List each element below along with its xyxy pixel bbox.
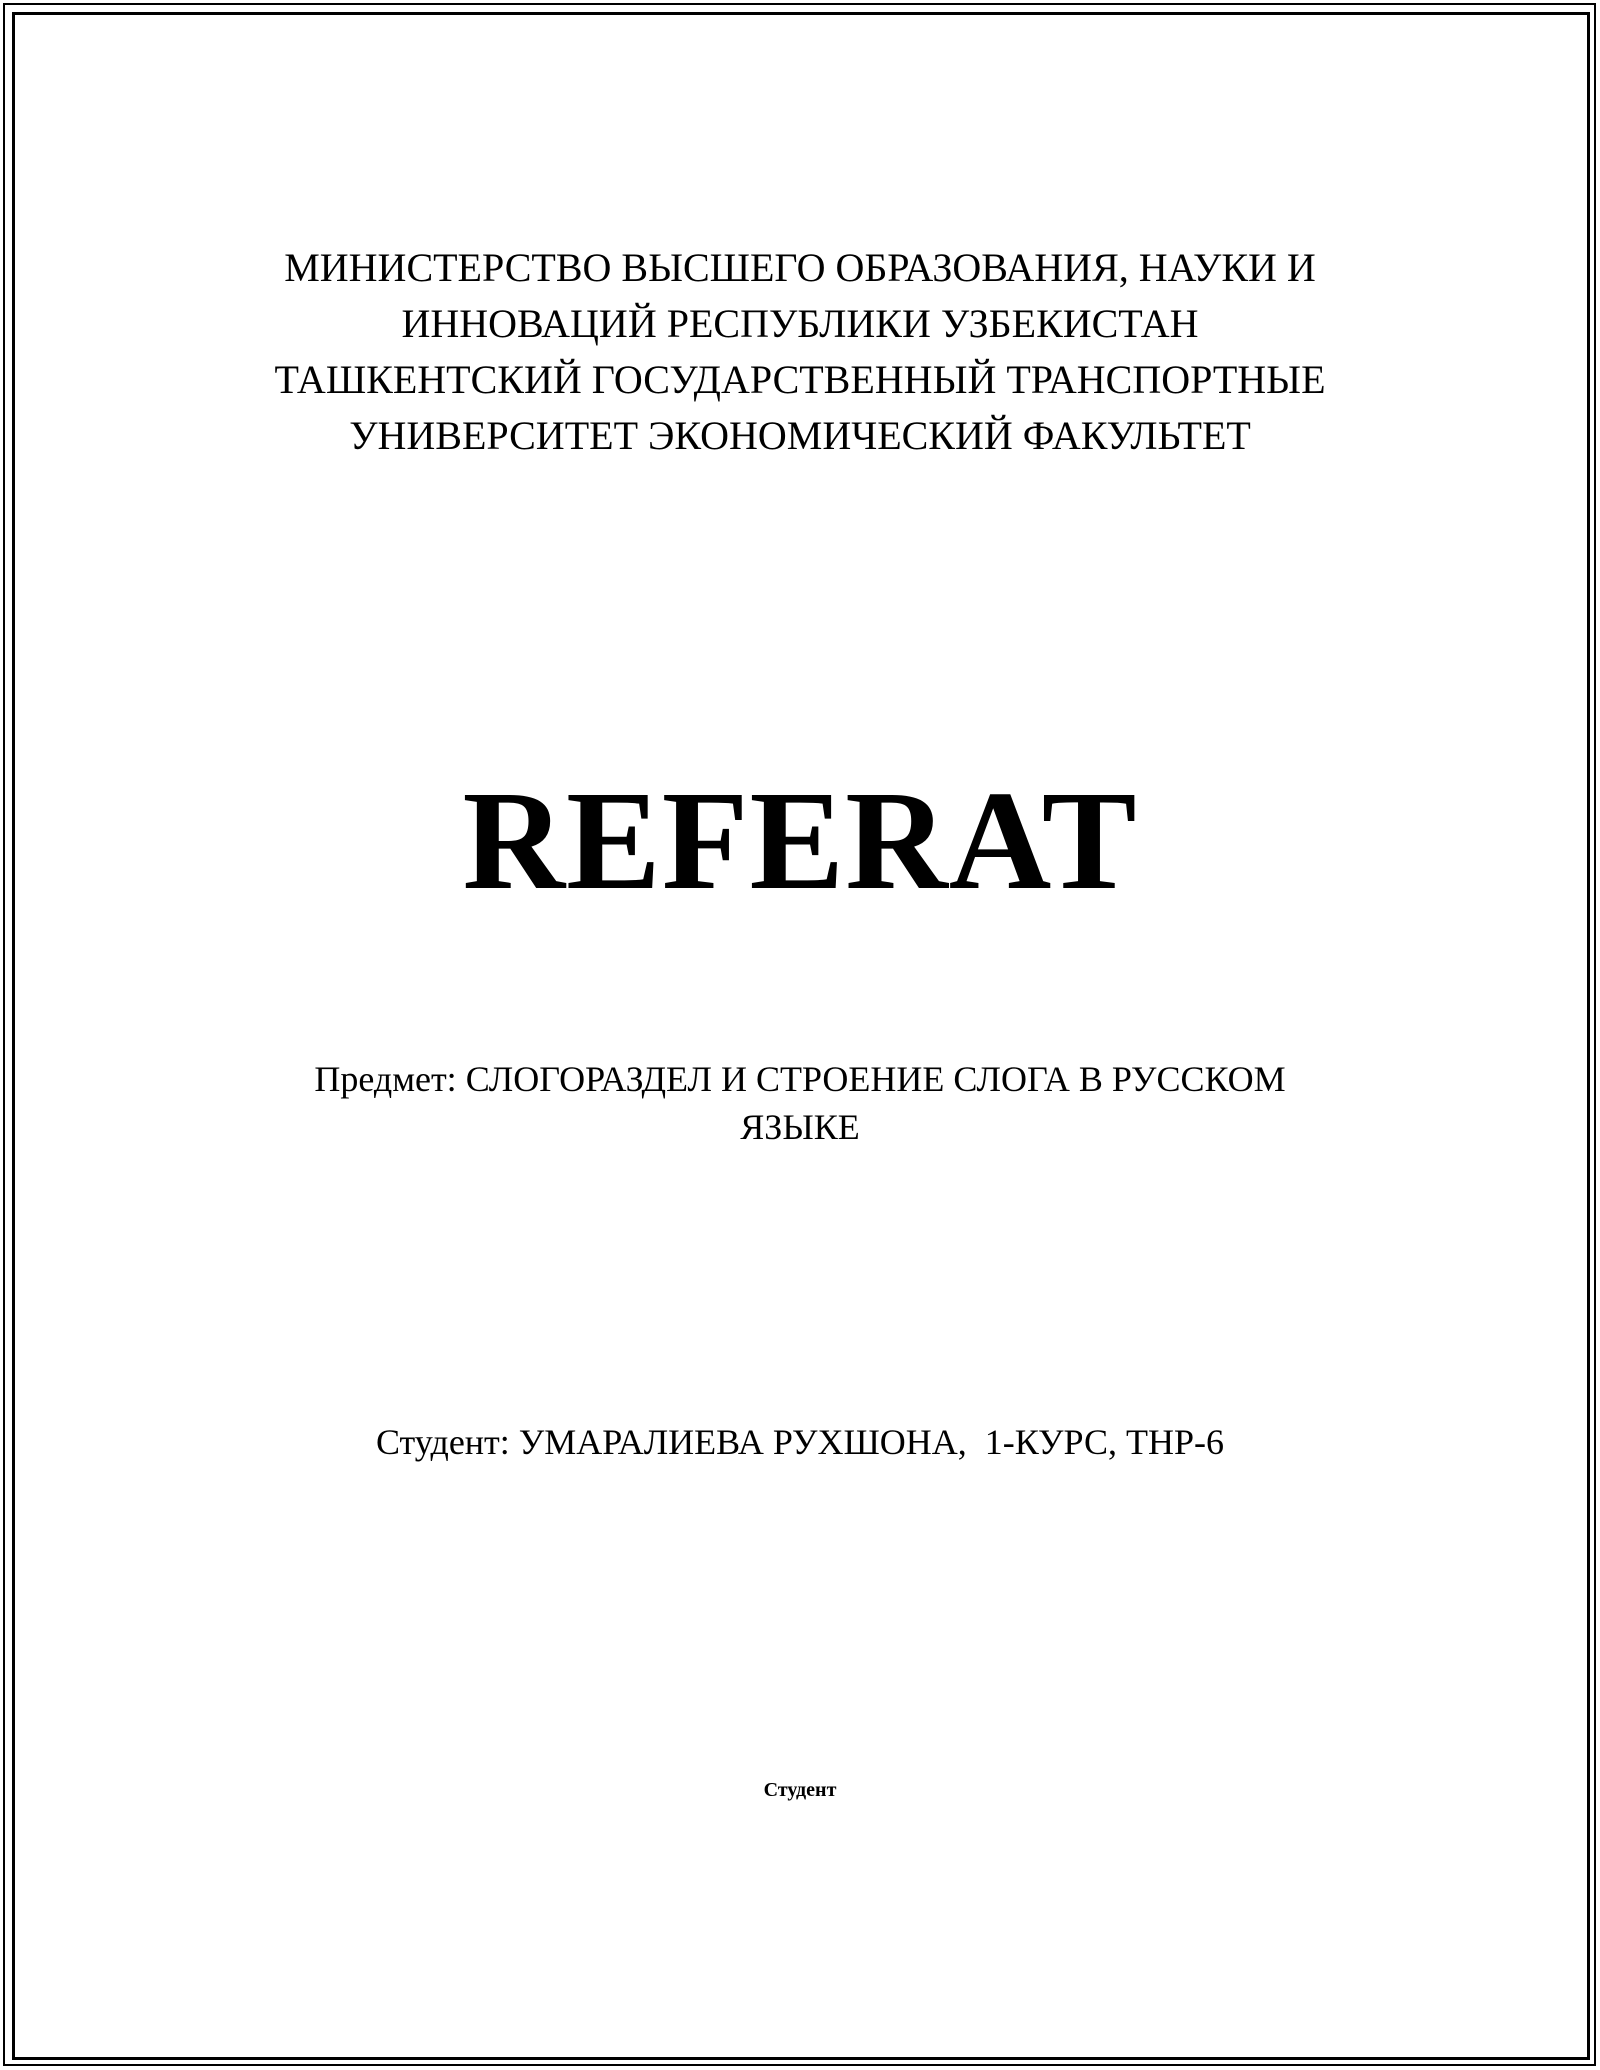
student-label: Студент: [763, 1779, 837, 1801]
header-line: УНИВЕРСИТЕТ ЭКОНОМИЧЕСКИЙ ФАКУЛЬТЕТ: [349, 413, 1251, 458]
document-title: REFERAT: [462, 761, 1138, 919]
institution-header: [0, 240, 1600, 464]
subject-line: Предмет: СЛОГОРАЗДЕЛ И СТРОЕНИЕ СЛОГА В РУССКОМ: [314, 1059, 1286, 1099]
subject-block: [0, 1055, 1600, 1151]
student-info: Студент: УМАРАЛИЕВА РУХШОНА, 1-КУРС, THP-6: [375, 1422, 1225, 1462]
header-line: ИННОВАЦИЙ РЕСПУБЛИКИ УЗБЕКИСТАН: [401, 301, 1199, 346]
header-line: ТАШКЕНТСКИЙ ГОСУДАРСТВЕННЫЙ ТРАНСПОРТНЫЕ: [274, 357, 1326, 402]
subject-line: ЯЗЫКЕ: [740, 1107, 860, 1147]
header-line: МИНИСТЕРСТВО ВЫСШЕГО ОБРАЗОВАНИЯ, НАУКИ И: [284, 245, 1316, 290]
